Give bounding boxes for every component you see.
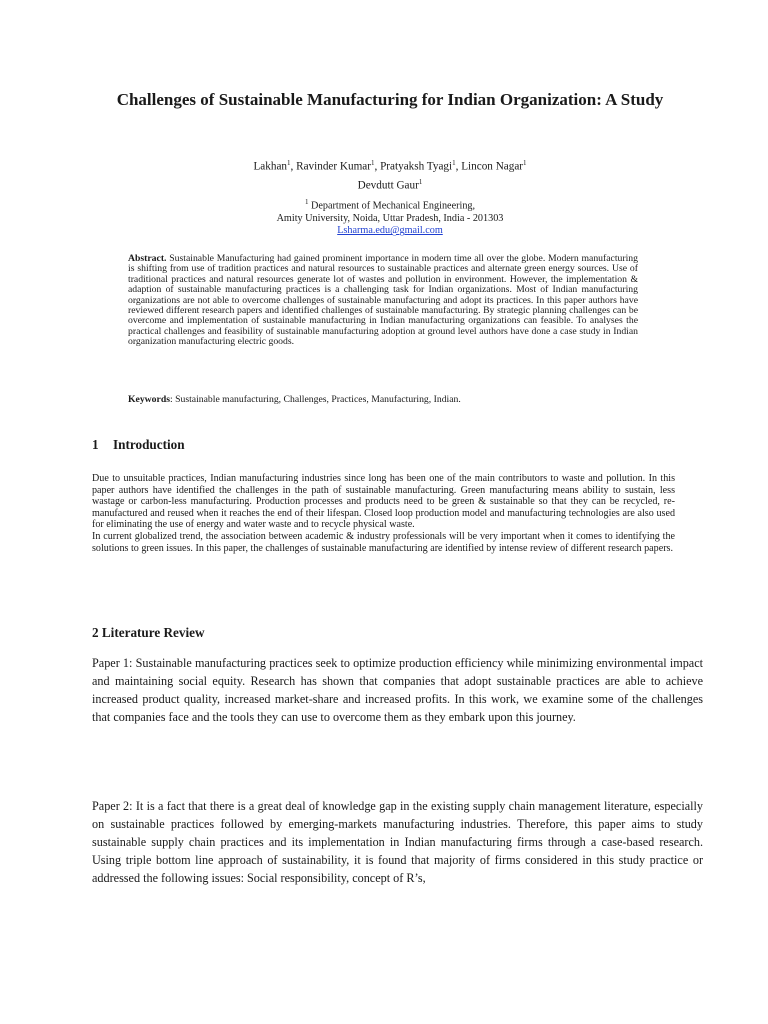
- affiliation-university: Amity University, Noida, Uttar Pradesh, India - 201303: [276, 212, 504, 224]
- literature-paper-1: Paper 1: Sustainable manufacturing practices seek to optimize production efficiency while minimizing environmental impact and maintaining social equity. Research has shown that companies that adopt sustainable practices are able to achieve increased product quality, increased market-share and increased profits. In this work, we examine some of the challenges that companies face and the tools they can use to overcome them as they embark upon this journey.: [92, 656, 703, 724]
- abstract-text: Sustainable Manufacturing had gained prominent importance in modern time all over the globe. Modern manufacturing is shifting from use of tradition practices and natural resources to sustainable practices and alternate green energy sources. Use of traditional practices and natural resources generate lot of wastes and pollution in environment. However, the implementation & adaption of sustainable manufacturing practices is a challenging task for Indian organizations. Most of Indian manufacturing organizations are not able to overcome challenges of sustainable manufacturing and adopt its practices. In this paper authors have reviewed different research papers and identified challenges of sustainable manufacturing. By strategic planning challenges can be overcome and implementation of sustainable manufacturing in Indian manufacturing organizations can feasible. To analyses the practical challenges and feasibility of sustainable manufacturing adoption at ground level authors have done a case study in Indian organization manufacturing electric goods.: [128, 253, 638, 348]
- introduction-paragraph-2: In current globalized trend, the association between academic & industry professionals will be very important when it comes to identifying the solutions to green issues. In this paper, the challenges of sustainable manufacturing are identified by intense review of different research papers.: [92, 530, 675, 554]
- author-devdutt-gaur: Devdutt Gaur: [357, 179, 419, 192]
- affiliation: [150, 196, 630, 238]
- author-ravinder-kumar: , Ravinder Kumar: [290, 160, 371, 173]
- keywords: [128, 394, 648, 406]
- introduction-body: [92, 473, 675, 554]
- section-heading-literature-review: 2 Literature Review: [92, 625, 205, 640]
- author-lakhan: Lakhan: [253, 160, 288, 173]
- affiliation-department: $^1$ Department of Mechanical Engineering,: [304, 198, 476, 212]
- section-number: 1: [92, 437, 99, 452]
- author-line-2: Devdutt Gaur$^1$: [357, 177, 423, 192]
- author-email-link[interactable]: Lsharma.edu@gmail.com: [337, 225, 443, 237]
- section-heading-introduction: 1 Introduction: [92, 437, 185, 452]
- literature-paper-2: Paper 2: It is a fact that there is a great deal of knowledge gap in the existing supply chain management literature, especially on sustainable practices followed by emerging-markets manufacturing industries. Therefore, this paper aims to study sustainable supply chain practices and its implementation in Indian manufacturing firms through a case-based research. Using triple bottom line approach of sustainability, it is found that majority of firms considered in this study practice or addressed the following issues: Social responsibility, concept of R’s,: [92, 799, 703, 885]
- abstract: [128, 254, 638, 348]
- abstract-label: Abstract.: [128, 253, 167, 264]
- introduction-paragraph-1: Due to unsuitable practices, Indian manufacturing industries since long has been one of the main contributors to waste and pollution. In this paper authors have identified the challenges in the path of sustainable manufacturing. Green manufacturing means ability to sustain, less wastage or carbon-less manufacturing. Production processes and products need to be green & sustainable so that they can be recycled, re-manufactured and reused when it reaches the end of their lifespan. Closed loop production model and manufacturing technologies are also used for eliminating the use of energy and water waste and to recycle physical waste.: [92, 473, 675, 531]
- paper-title: Challenges of Sustainable Manufacturing for Indian Organization: A Study: [116, 90, 664, 109]
- keywords-label: Keywords: [128, 394, 170, 405]
- author-pratyaksh-tyagi: , Pratyaksh Tyagi: [374, 160, 453, 173]
- author-list: [150, 156, 630, 193]
- keywords-text: : Sustainable manufacturing, Challenges, Practices, Manufacturing, Indian.: [169, 394, 461, 405]
- author-lincon-nagar: , Lincon Nagar: [455, 160, 524, 173]
- author-line-1: Lakhan$^1$, Ravinder Kumar$^1$, Pratyaksh Tyagi$^1$, Lincon Nagar$^1$: [253, 159, 527, 173]
